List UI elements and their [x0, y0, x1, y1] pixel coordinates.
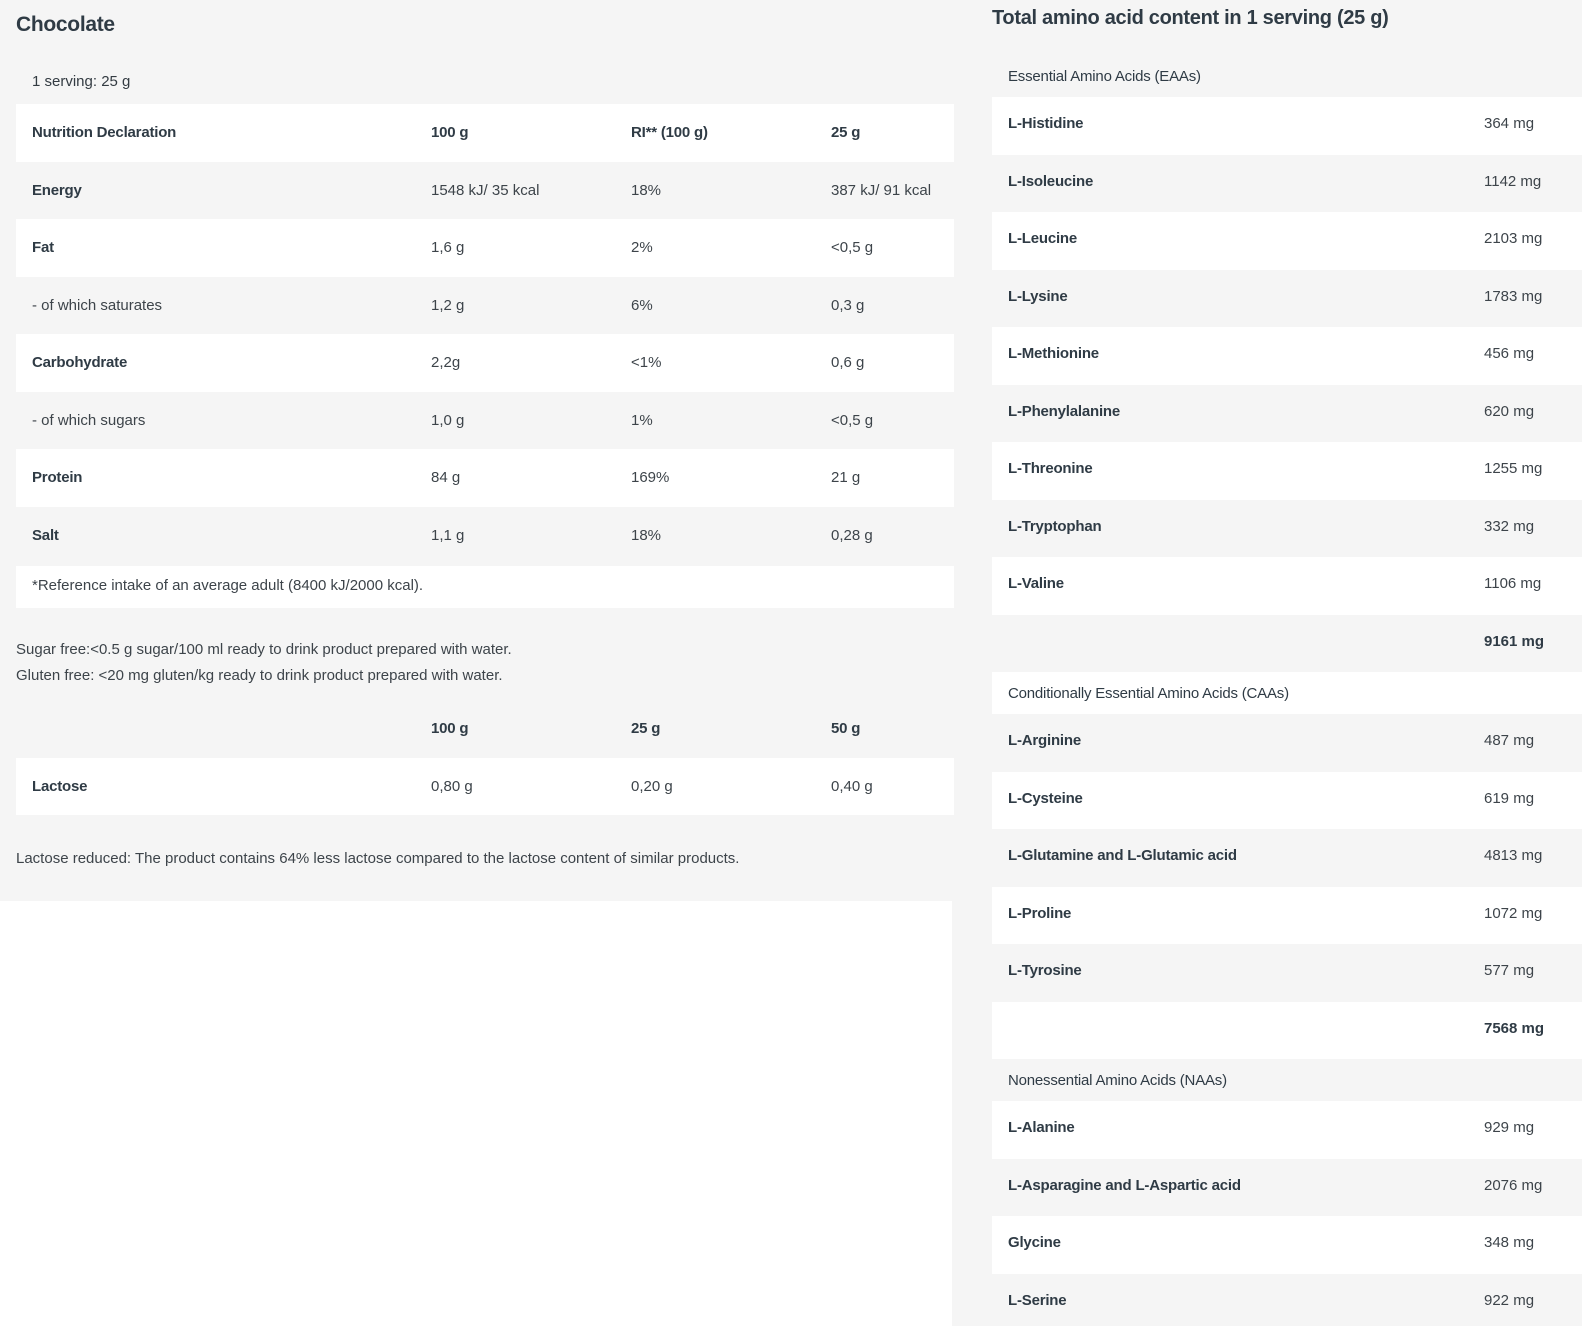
caa-total-row [992, 1002, 1582, 1060]
row-name: Salt [32, 527, 59, 544]
naa-heading [992, 1059, 1582, 1101]
table-row [992, 1159, 1582, 1217]
eaa-heading-text: Essential Amino Acids (EAAs) [1008, 68, 1201, 85]
row-25g: 387 kJ/ 91 kcal [831, 182, 931, 199]
row-25g: 0,3 g [831, 297, 864, 314]
table-row [992, 944, 1582, 1002]
header-25g: 25 g [831, 124, 860, 141]
row-25g: <0,5 g [831, 412, 873, 429]
amino-name: L-Proline [1008, 905, 1071, 922]
eaa-total: 9161 mg [1484, 633, 1544, 650]
sugar-free-note: Sugar free:<0.5 g sugar/100 ml ready to drink product prepared with water. [16, 641, 512, 658]
amino-value: 929 mg [1484, 1119, 1534, 1136]
row-ri: 6% [631, 297, 653, 314]
amino-value: 332 mg [1484, 518, 1534, 535]
table-row [16, 392, 954, 450]
row-25g: 0,28 g [831, 527, 873, 544]
table-row [992, 1216, 1582, 1274]
lactose-reduced-note: Lactose reduced: The product contains 64% less lactose compared to the lactose content of similar products. [16, 850, 739, 867]
amino-value: 348 mg [1484, 1234, 1534, 1251]
caa-heading [992, 672, 1582, 714]
amino-name: L-Asparagine and L-Aspartic acid [1008, 1177, 1241, 1194]
amino-name: L-Phenylalanine [1008, 403, 1120, 420]
amino-value: 487 mg [1484, 732, 1534, 749]
amino-value: 1255 mg [1484, 460, 1542, 477]
amino-value: 2076 mg [1484, 1177, 1542, 1194]
lactose-row [16, 758, 954, 816]
row-25g: <0,5 g [831, 239, 873, 256]
row-ri: 2% [631, 239, 653, 256]
table-row [992, 97, 1582, 155]
nutrition-table [16, 104, 954, 564]
lactose-25g: 0,20 g [631, 778, 673, 795]
lactose-50g: 0,40 g [831, 778, 873, 795]
amino-value: 922 mg [1484, 1292, 1534, 1309]
table-row [992, 270, 1582, 328]
amino-value: 2103 mg [1484, 230, 1542, 247]
reference-intake-note [16, 566, 954, 608]
amino-name: L-Serine [1008, 1292, 1066, 1309]
amino-title: Total amino acid content in 1 serving (25 g) [992, 7, 1389, 30]
amino-name: L-Tryptophan [1008, 518, 1101, 535]
eaa-total-row [992, 615, 1582, 673]
row-100g: 1,2 g [431, 297, 464, 314]
amino-value: 456 mg [1484, 345, 1534, 362]
amino-value: 1072 mg [1484, 905, 1542, 922]
lactose-name: Lactose [32, 778, 87, 795]
row-name: Protein [32, 469, 82, 486]
amino-table [992, 55, 1582, 1331]
row-100g: 1,6 g [431, 239, 464, 256]
table-row [992, 212, 1582, 270]
amino-value: 1106 mg [1484, 575, 1541, 592]
row-25g: 21 g [831, 469, 860, 486]
row-100g: 84 g [431, 469, 460, 486]
table-row [16, 507, 954, 565]
lactose-header-row [16, 700, 954, 758]
amino-name: L-Histidine [1008, 115, 1083, 132]
table-row [992, 1274, 1582, 1331]
table-row [992, 500, 1582, 558]
lactose-header-100g: 100 g [431, 720, 468, 737]
amino-value: 364 mg [1484, 115, 1534, 132]
row-name: - of which sugars [32, 412, 145, 429]
row-name: Energy [32, 182, 82, 199]
row-name: Carbohydrate [32, 354, 127, 371]
amino-name: L-Methionine [1008, 345, 1099, 362]
gluten-free-note: Gluten free: <20 mg gluten/kg ready to drink product prepared with water. [16, 667, 503, 684]
table-row [992, 1101, 1582, 1159]
table-row [992, 714, 1582, 772]
table-row [992, 442, 1582, 500]
amino-name: L-Alanine [1008, 1119, 1075, 1136]
row-name: - of which saturates [32, 297, 162, 314]
table-row [992, 557, 1582, 615]
lactose-header-50g: 50 g [831, 720, 860, 737]
row-100g: 2,2g [431, 354, 460, 371]
table-row [992, 327, 1582, 385]
amino-name: L-Tyrosine [1008, 962, 1082, 979]
reference-intake-text: *Reference intake of an average adult (8400 kJ/2000 kcal). [32, 577, 423, 594]
table-row [992, 829, 1582, 887]
table-row [16, 449, 954, 507]
amino-name: L-Leucine [1008, 230, 1077, 247]
amino-value: 619 mg [1484, 790, 1534, 807]
lactose-header-25g: 25 g [631, 720, 660, 737]
row-ri: 169% [631, 469, 669, 486]
table-row [992, 772, 1582, 830]
amino-name: L-Cysteine [1008, 790, 1083, 807]
header-100g: 100 g [431, 124, 468, 141]
header-declaration: Nutrition Declaration [32, 124, 176, 141]
amino-name: L-Isoleucine [1008, 173, 1093, 190]
naa-heading-text: Nonessential Amino Acids (NAAs) [1008, 1072, 1227, 1089]
amino-value: 4813 mg [1484, 847, 1542, 864]
amino-name: L-Lysine [1008, 288, 1068, 305]
table-row [16, 334, 954, 392]
row-100g: 1548 kJ/ 35 kcal [431, 182, 539, 199]
row-25g: 0,6 g [831, 354, 864, 371]
table-row [992, 385, 1582, 443]
serving-size: 1 serving: 25 g [32, 73, 130, 90]
amino-name: L-Threonine [1008, 460, 1092, 477]
row-100g: 1,0 g [431, 412, 464, 429]
table-row [992, 887, 1582, 945]
row-ri: 18% [631, 527, 661, 544]
amino-name: Glycine [1008, 1234, 1061, 1251]
caa-heading-text: Conditionally Essential Amino Acids (CAAs) [1008, 685, 1289, 702]
header-ri: RI** (100 g) [631, 124, 708, 141]
flavor-title: Chocolate [16, 13, 115, 37]
lactose-table [16, 700, 954, 815]
table-row [16, 277, 954, 335]
row-ri: 1% [631, 412, 653, 429]
table-row [992, 155, 1582, 213]
lactose-100g: 0,80 g [431, 778, 473, 795]
amino-name: L-Glutamine and L-Glutamic acid [1008, 847, 1237, 864]
row-ri: 18% [631, 182, 661, 199]
nutrition-header-row [16, 104, 954, 162]
row-ri: <1% [631, 354, 661, 371]
amino-name: L-Arginine [1008, 732, 1081, 749]
table-row [16, 162, 954, 220]
amino-value: 1783 mg [1484, 288, 1542, 305]
caa-total: 7568 mg [1484, 1020, 1544, 1037]
amino-name: L-Valine [1008, 575, 1064, 592]
row-100g: 1,1 g [431, 527, 464, 544]
amino-value: 577 mg [1484, 962, 1534, 979]
table-row [16, 219, 954, 277]
amino-value: 620 mg [1484, 403, 1534, 420]
amino-value: 1142 mg [1484, 173, 1541, 190]
row-name: Fat [32, 239, 54, 256]
eaa-heading [992, 55, 1582, 97]
